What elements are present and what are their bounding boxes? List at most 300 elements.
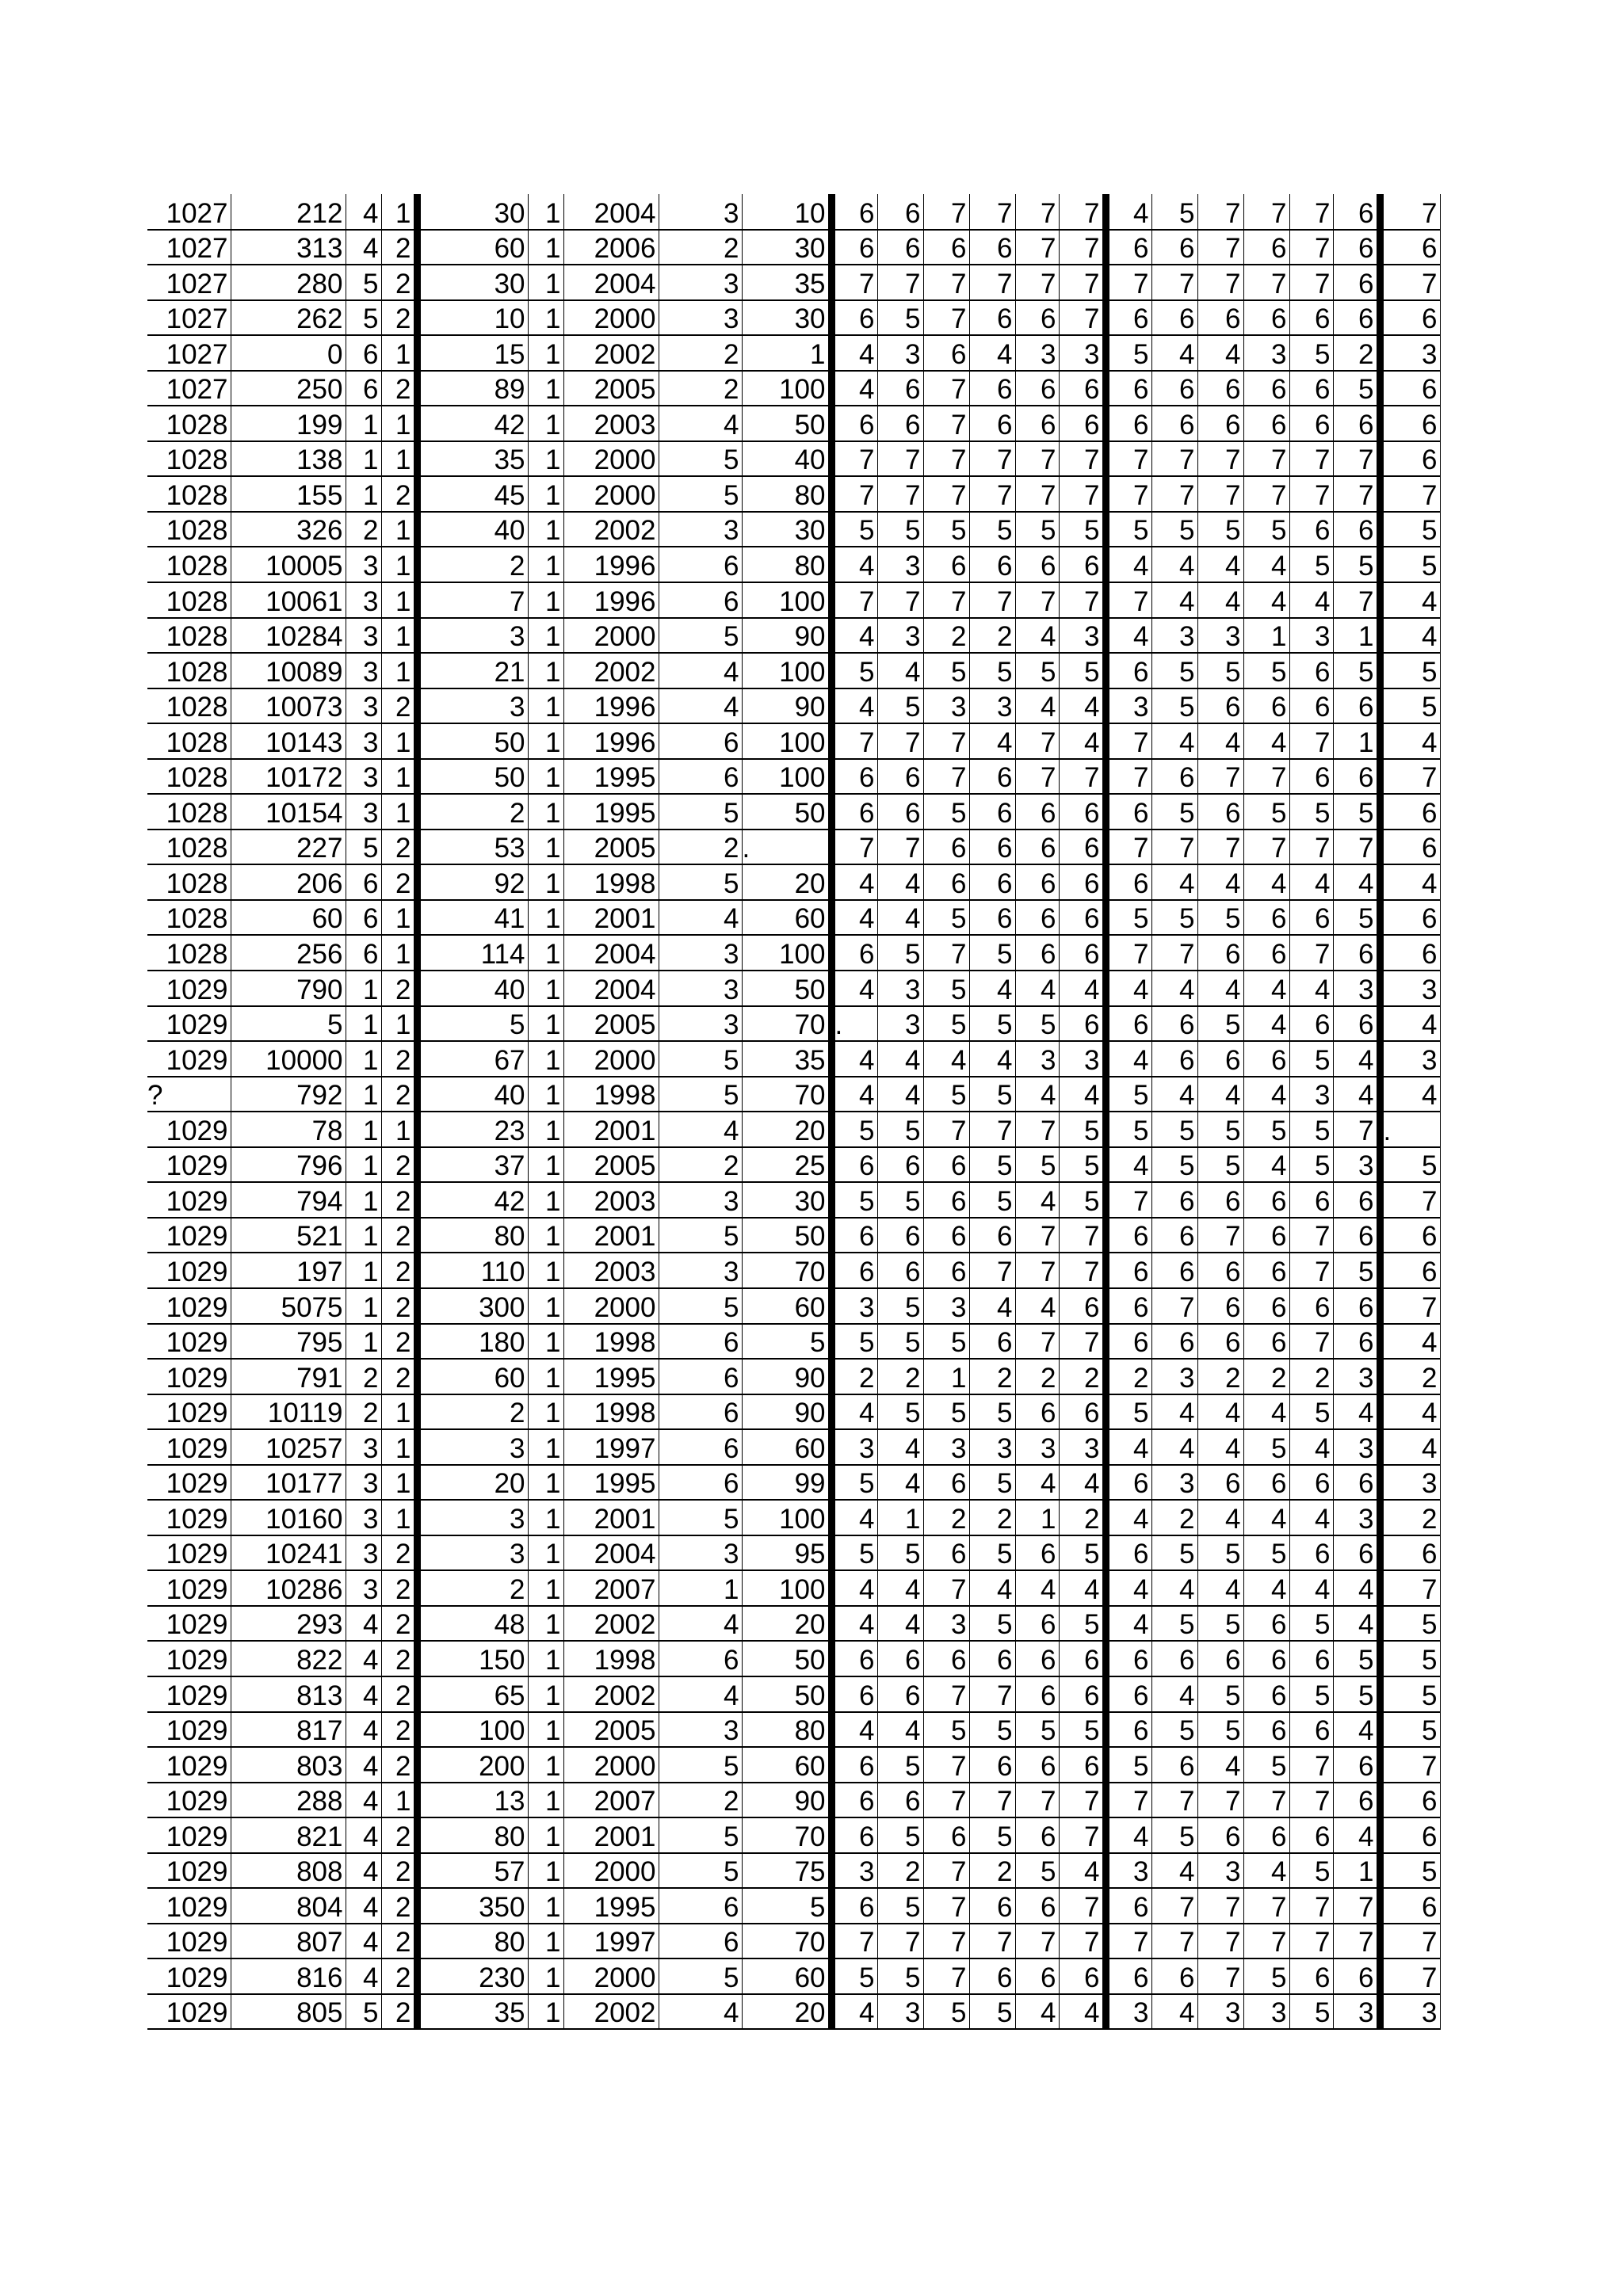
table-cell: 50 (417, 723, 528, 759)
table-cell: 6 (1151, 1006, 1197, 1042)
table-cell: 89 (417, 371, 528, 406)
table-cell: 5 (1380, 1606, 1440, 1642)
table-cell: 2000 (563, 618, 659, 654)
table-cell: 7 (877, 723, 923, 759)
table-cell: 2 (381, 1218, 417, 1253)
table-cell: 3 (1289, 1077, 1333, 1112)
table-cell: 3 (659, 265, 742, 300)
table-cell: 4 (1197, 335, 1243, 371)
table-cell: 3 (659, 300, 742, 336)
table-cell: 7 (1197, 476, 1243, 512)
table-cell: 4 (659, 1676, 742, 1712)
table-cell: 5 (969, 1394, 1015, 1430)
table-cell: 1996 (563, 723, 659, 759)
table-row (147, 723, 1440, 759)
table-cell: 99 (742, 1465, 831, 1501)
table-cell: 5 (659, 1500, 742, 1535)
table-cell: 6 (877, 406, 923, 441)
table-cell: 1029 (147, 1853, 231, 1889)
table-cell: 1 (528, 794, 563, 830)
table-cell: 1 (528, 582, 563, 618)
table-cell: 791 (231, 1359, 346, 1394)
table-cell: 5 (659, 1218, 742, 1253)
table-cell: 6 (831, 1676, 877, 1712)
table-cell: 6 (1380, 406, 1440, 441)
table-cell: 2 (923, 1500, 969, 1535)
table-cell: 3 (346, 1429, 381, 1465)
table-cell: 6 (1015, 1817, 1059, 1853)
table-cell: 5 (1380, 688, 1440, 724)
table-cell: 6 (923, 1535, 969, 1571)
table-cell: 7 (1106, 476, 1151, 512)
table-cell: 100 (742, 582, 831, 618)
table-cell: 4 (877, 1712, 923, 1748)
table-row (147, 1676, 1440, 1712)
table-cell: 2 (381, 230, 417, 265)
table-cell: 6 (1015, 1606, 1059, 1642)
table-cell: 7 (1151, 1783, 1197, 1818)
table-cell: 7 (1243, 830, 1289, 865)
table-cell: 6 (1059, 900, 1106, 936)
table-cell: 5 (1197, 1535, 1243, 1571)
table-cell: 6 (969, 547, 1015, 582)
table-cell: 67 (417, 1041, 528, 1077)
table-cell: 4 (1151, 1077, 1197, 1112)
table-cell: 1998 (563, 1641, 659, 1676)
table-cell: 4 (1243, 864, 1289, 900)
table-cell: 70 (742, 1817, 831, 1853)
table-cell: 3 (417, 1500, 528, 1535)
table-cell: 5 (659, 1958, 742, 1994)
table-cell: 2002 (563, 653, 659, 688)
table-cell: 10284 (231, 618, 346, 654)
table-cell: 7 (1059, 194, 1106, 230)
table-cell: 5 (1151, 688, 1197, 724)
table-cell: 4 (831, 335, 877, 371)
table-cell: 7 (1015, 759, 1059, 795)
table-cell: 6 (1289, 688, 1333, 724)
table-cell: 6 (1197, 1253, 1243, 1288)
table-cell: 1 (877, 1500, 923, 1535)
table-cell: 230 (417, 1958, 528, 1994)
table-cell: 30 (742, 300, 831, 336)
table-cell: 1029 (147, 1465, 231, 1501)
table-cell: 1029 (147, 1500, 231, 1535)
table-cell: 5 (659, 794, 742, 830)
table-cell: 2 (381, 1324, 417, 1360)
table-cell: 2 (659, 830, 742, 865)
table-cell: 7 (969, 1783, 1015, 1818)
table-cell: 90 (742, 618, 831, 654)
table-cell: 6 (1197, 1641, 1243, 1676)
table-cell: 5 (1106, 1394, 1151, 1430)
table-cell: 2 (381, 864, 417, 900)
table-cell: 2 (1289, 1359, 1333, 1394)
table-cell: 6 (923, 1147, 969, 1183)
table-cell: 3 (1197, 1853, 1243, 1889)
table-cell: 10073 (231, 688, 346, 724)
table-cell: 1 (381, 1783, 417, 1818)
table-cell: 4 (659, 900, 742, 936)
table-cell: 4 (831, 688, 877, 724)
table-cell: 2 (1243, 1359, 1289, 1394)
table-cell: 48 (417, 1606, 528, 1642)
table-cell: 2 (1106, 1359, 1151, 1394)
table-cell: 4 (346, 1747, 381, 1783)
table-cell: 6 (1289, 1535, 1333, 1571)
table-cell: 3 (346, 759, 381, 795)
table-cell: 3 (346, 618, 381, 654)
table-cell: 1998 (563, 1077, 659, 1112)
table-cell: 5 (1015, 1006, 1059, 1042)
table-cell: 6 (1243, 1606, 1289, 1642)
table-cell: 7 (923, 1924, 969, 1959)
table-cell: 6 (1197, 371, 1243, 406)
table-cell: 7 (1151, 441, 1197, 477)
table-cell: 6 (1333, 512, 1380, 547)
table-cell: 2000 (563, 1288, 659, 1324)
table-cell: 4 (1197, 1394, 1243, 1430)
table-cell: 6 (831, 1783, 877, 1818)
table-cell: 1 (528, 1465, 563, 1501)
table-cell: 6 (877, 759, 923, 795)
table-cell: 2 (1197, 1359, 1243, 1394)
table-cell: 7 (831, 723, 877, 759)
table-cell: 5 (1333, 1676, 1380, 1712)
table-cell: 6 (1106, 300, 1151, 336)
table-cell: 1 (381, 547, 417, 582)
table-cell: 4 (659, 653, 742, 688)
table-cell: 7 (1151, 830, 1197, 865)
table-cell: 6 (1106, 1288, 1151, 1324)
table-cell: 1 (528, 618, 563, 654)
table-cell: 6 (1151, 230, 1197, 265)
table-cell: 4 (1151, 547, 1197, 582)
table-row (147, 547, 1440, 582)
table-cell: 21 (417, 653, 528, 688)
table-cell: 3 (831, 1288, 877, 1324)
table-cell: 2 (381, 1288, 417, 1324)
table-cell: 6 (1289, 1817, 1333, 1853)
table-cell: 7 (1059, 441, 1106, 477)
table-cell: 293 (231, 1606, 346, 1642)
table-row (147, 1712, 1440, 1748)
table-cell: 5 (1015, 1712, 1059, 1748)
table-cell: 6 (969, 300, 1015, 336)
table-cell: 5 (969, 1006, 1015, 1042)
table-cell: 4 (346, 1817, 381, 1853)
table-cell: 3 (969, 688, 1015, 724)
table-cell: 7 (1380, 1288, 1440, 1324)
table-cell: 1 (528, 1041, 563, 1077)
table-cell: 7 (1333, 1888, 1380, 1924)
table-cell: 5 (1380, 1641, 1440, 1676)
table-cell: 1996 (563, 688, 659, 724)
table-cell: 1 (528, 1641, 563, 1676)
table-cell: 4 (1197, 1570, 1243, 1606)
table-cell: 4 (1380, 1006, 1440, 1042)
table-cell: 7 (1289, 441, 1333, 477)
table-cell: 4 (1243, 1394, 1289, 1430)
table-cell: 1 (346, 1182, 381, 1218)
table-cell: 7 (831, 582, 877, 618)
table-cell: 2005 (563, 830, 659, 865)
table-cell: 6 (1333, 1783, 1380, 1818)
table-cell: 5 (1243, 653, 1289, 688)
table-cell: 4 (831, 1712, 877, 1748)
table-cell: 50 (742, 406, 831, 441)
table-cell: 3 (346, 1500, 381, 1535)
table-cell: 7 (831, 441, 877, 477)
table-cell: 1 (528, 723, 563, 759)
table-cell: 6 (1059, 371, 1106, 406)
table-cell: 1029 (147, 1888, 231, 1924)
table-cell: 7 (969, 265, 1015, 300)
table-cell: 1 (381, 512, 417, 547)
table-cell: 7 (969, 476, 1015, 512)
table-cell: 7 (1106, 830, 1151, 865)
table-cell: 2 (659, 335, 742, 371)
table-cell: 4 (1289, 582, 1333, 618)
table-cell: 7 (1106, 1182, 1151, 1218)
table-cell: 1 (528, 1006, 563, 1042)
table-cell: 1029 (147, 1747, 231, 1783)
table-cell: 5 (346, 1994, 381, 2030)
table-cell: 4 (969, 1288, 1015, 1324)
table-cell: 1997 (563, 1924, 659, 1959)
table-cell: 5 (1243, 1112, 1289, 1147)
table-cell: 2 (923, 618, 969, 654)
table-cell: 5 (1243, 1535, 1289, 1571)
table-cell: 3 (1015, 335, 1059, 371)
table-cell: 6 (1289, 1465, 1333, 1501)
table-cell: 6 (346, 335, 381, 371)
table-cell: 5 (1197, 900, 1243, 936)
table-cell: 1 (528, 1888, 563, 1924)
table-row (147, 1077, 1440, 1112)
table-cell: 1 (528, 653, 563, 688)
table-cell: 5 (346, 265, 381, 300)
table-cell: 7 (877, 1924, 923, 1959)
table-cell: 1 (528, 688, 563, 724)
table-cell: 7 (1197, 1783, 1243, 1818)
table-cell: 1996 (563, 582, 659, 618)
table-cell: 30 (417, 194, 528, 230)
table-cell: 2001 (563, 900, 659, 936)
table-cell: 6 (1106, 1006, 1151, 1042)
table-cell: 803 (231, 1747, 346, 1783)
table-cell: 4 (1333, 1570, 1380, 1606)
table-cell: 3 (1106, 1994, 1151, 2030)
table-cell: 5 (877, 688, 923, 724)
table-cell: 6 (1380, 441, 1440, 477)
table-cell: 3 (346, 547, 381, 582)
table-cell: 521 (231, 1218, 346, 1253)
table-cell: 1 (528, 1077, 563, 1112)
table-cell: 3 (1151, 618, 1197, 654)
table-cell: 5 (877, 1747, 923, 1783)
table-cell: 5 (969, 512, 1015, 547)
table-cell: 199 (231, 406, 346, 441)
table-cell: 10 (742, 194, 831, 230)
table-cell: 7 (1333, 582, 1380, 618)
table-cell: 2 (1015, 1359, 1059, 1394)
table-cell: 2 (381, 1712, 417, 1748)
table-cell: 6 (346, 864, 381, 900)
table-cell: 5 (1333, 1641, 1380, 1676)
table-cell: 6 (1106, 1324, 1151, 1360)
table-cell: 5 (969, 1712, 1015, 1748)
table-cell: 2 (381, 1641, 417, 1676)
table-cell: 6 (659, 582, 742, 618)
table-cell: 5 (969, 1077, 1015, 1112)
table-cell: 4 (831, 1041, 877, 1077)
table-cell: 7 (923, 441, 969, 477)
table-cell: 4 (1380, 1077, 1440, 1112)
table-cell: 2 (659, 371, 742, 406)
table-cell: 7 (1015, 265, 1059, 300)
table-cell: 4 (659, 1112, 742, 1147)
table-cell: 7 (1106, 723, 1151, 759)
table-row (147, 582, 1440, 618)
table-cell: 50 (742, 1641, 831, 1676)
table-cell: 6 (831, 1253, 877, 1288)
table-cell: 50 (742, 971, 831, 1006)
table-cell: 6 (1333, 1006, 1380, 1042)
table-cell: 6 (1059, 830, 1106, 865)
table-cell: 1998 (563, 864, 659, 900)
table-cell: 2 (381, 1147, 417, 1183)
table-cell: 5 (1059, 1606, 1106, 1642)
table-cell: 1028 (147, 688, 231, 724)
table-cell: 5 (1151, 512, 1197, 547)
table-row (147, 1429, 1440, 1465)
table-cell: 5075 (231, 1288, 346, 1324)
table-cell: 5 (877, 512, 923, 547)
table-cell: 6 (923, 830, 969, 865)
table-cell: 5 (877, 300, 923, 336)
table-cell: 7 (1151, 1888, 1197, 1924)
table-cell: 6 (1289, 1288, 1333, 1324)
table-cell: 6 (1333, 1218, 1380, 1253)
table-cell: 5 (659, 1041, 742, 1077)
table-row (147, 1783, 1440, 1818)
table-cell: 1 (346, 1324, 381, 1360)
table-cell: 3 (877, 971, 923, 1006)
table-cell: 2 (381, 1041, 417, 1077)
table-row (147, 1218, 1440, 1253)
table-cell: 6 (923, 1253, 969, 1288)
table-cell: 4 (1151, 723, 1197, 759)
table-cell: 6 (923, 1218, 969, 1253)
table-cell: 805 (231, 1994, 346, 2030)
table-cell: 7 (969, 441, 1015, 477)
table-cell: 4 (923, 1041, 969, 1077)
table-cell: 4 (1289, 971, 1333, 1006)
table-row (147, 971, 1440, 1006)
table-cell: 2002 (563, 1606, 659, 1642)
table-cell: 5 (742, 1888, 831, 1924)
table-cell: 5 (1106, 1112, 1151, 1147)
table-row (147, 1535, 1440, 1571)
table-cell: 13 (417, 1783, 528, 1818)
table-cell: 7 (1197, 194, 1243, 230)
table-cell: 6 (831, 1888, 877, 1924)
table-cell: 1028 (147, 935, 231, 971)
table-cell: 5 (1289, 1676, 1333, 1712)
table-cell: 7 (923, 265, 969, 300)
table-cell: 4 (1243, 1077, 1289, 1112)
table-cell: 4 (1380, 864, 1440, 900)
table-cell: 1 (381, 1465, 417, 1501)
table-cell: 1 (381, 618, 417, 654)
table-cell: 100 (742, 371, 831, 406)
table-cell: 7 (969, 1676, 1015, 1712)
table-cell: 6 (1015, 1888, 1059, 1924)
table-cell: 6 (1106, 1958, 1151, 1994)
table-cell: 1 (528, 1182, 563, 1218)
table-cell: 60 (742, 1958, 831, 1994)
table-cell: 7 (1197, 441, 1243, 477)
table-cell: 3 (1380, 335, 1440, 371)
table-cell: 6 (1106, 1888, 1151, 1924)
table-cell: 6 (1289, 300, 1333, 336)
table-cell: 2 (381, 1853, 417, 1889)
table-cell: 227 (231, 830, 346, 865)
table-cell: 5 (1289, 1606, 1333, 1642)
table-cell: 3 (659, 1253, 742, 1288)
table-cell: 100 (742, 723, 831, 759)
table-cell: 5 (1197, 1712, 1243, 1748)
table-cell: 2003 (563, 1253, 659, 1288)
table-cell: 4 (969, 971, 1015, 1006)
table-cell: 35 (742, 1041, 831, 1077)
table-cell: 6 (659, 1429, 742, 1465)
table-cell: 794 (231, 1182, 346, 1218)
table-cell: 1 (528, 1535, 563, 1571)
table-cell: 2 (969, 1500, 1015, 1535)
table-cell: 20 (742, 1994, 831, 2030)
table-cell: 5 (1151, 1712, 1197, 1748)
table-cell: 6 (1015, 1641, 1059, 1676)
table-row (147, 1006, 1440, 1042)
table-cell: 4 (1106, 194, 1151, 230)
table-cell: 45 (417, 476, 528, 512)
table-cell: 1029 (147, 1394, 231, 1430)
table-cell: 4 (1015, 1994, 1059, 2030)
table-cell: 1 (528, 1783, 563, 1818)
table-cell: 6 (1197, 1817, 1243, 1853)
table-cell: 7 (1333, 441, 1380, 477)
table-cell: 6 (969, 1324, 1015, 1360)
table-cell: 6 (1015, 830, 1059, 865)
table-cell: 4 (1059, 688, 1106, 724)
table-cell: 5 (1059, 512, 1106, 547)
table-cell: 5 (1151, 1112, 1197, 1147)
table-cell: 90 (742, 1783, 831, 1818)
table-cell: 40 (742, 441, 831, 477)
table-cell: 4 (969, 1041, 1015, 1077)
table-cell: 2002 (563, 335, 659, 371)
table-cell: 6 (659, 1324, 742, 1360)
table-cell: 40 (417, 1077, 528, 1112)
table-cell: 5 (1380, 653, 1440, 688)
table-cell: 6 (1333, 935, 1380, 971)
table-cell: 6 (1380, 830, 1440, 865)
table-cell: 60 (742, 1288, 831, 1324)
table-cell: 1029 (147, 1606, 231, 1642)
table-cell: 6 (1015, 935, 1059, 971)
